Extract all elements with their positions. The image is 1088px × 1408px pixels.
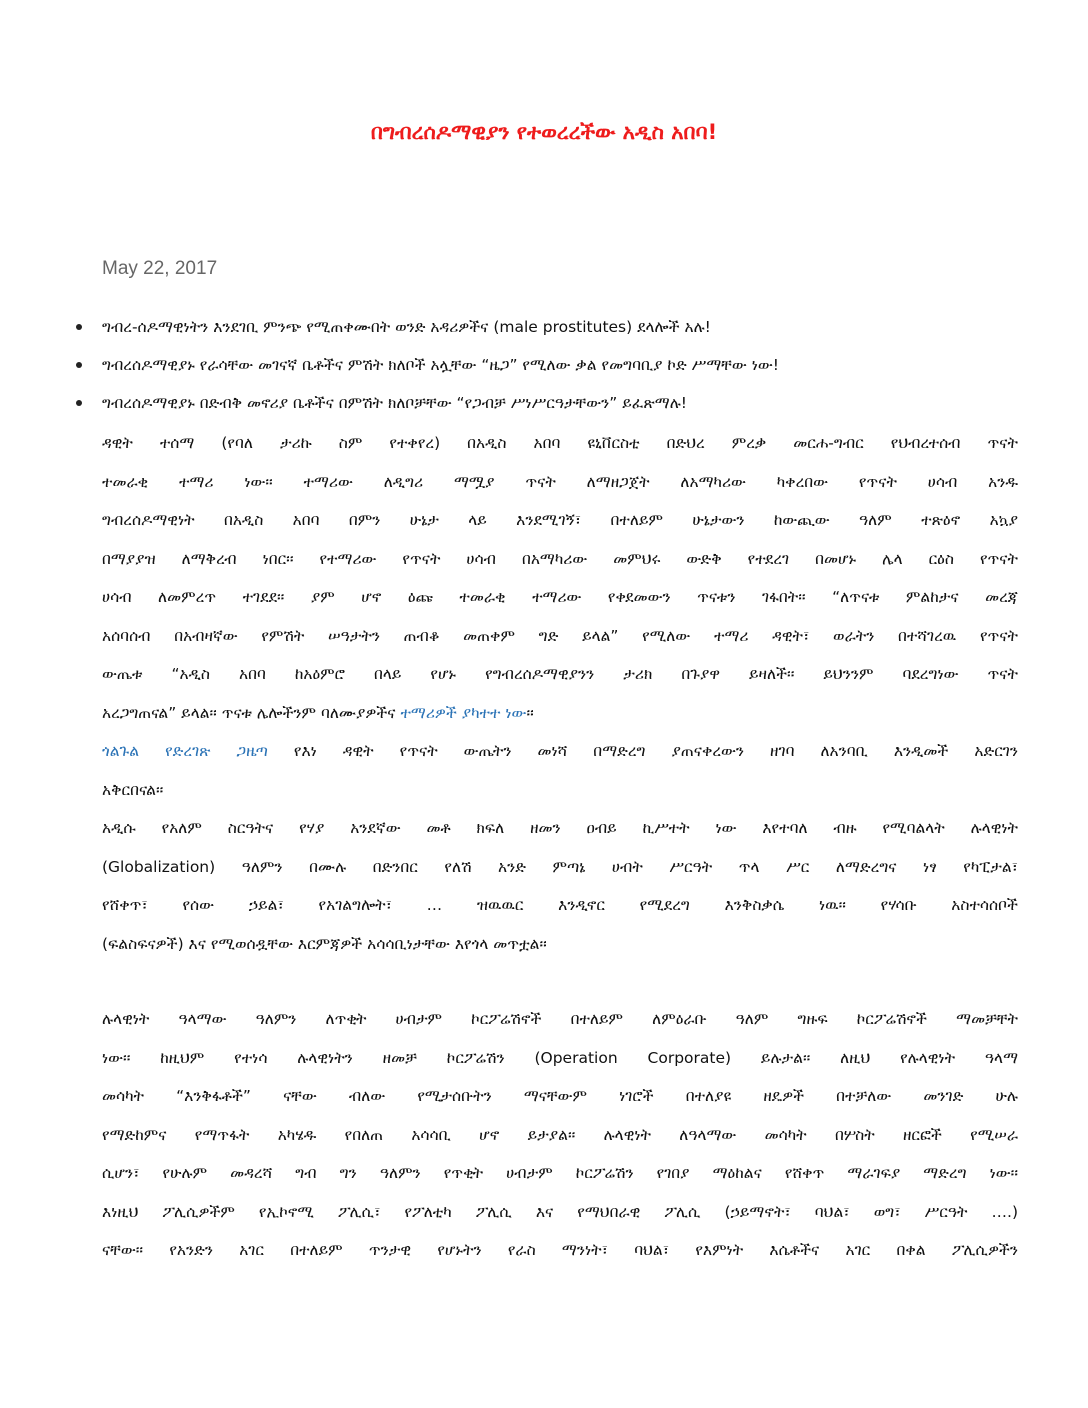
bullet-list — [74, 308, 1034, 422]
paragraph-text: የእነ ዳዊት የጥናት ውጤትን መነሻ በማድረግ ያጠናቀረውን ዘገባ ለአንባቢ እንዲመች አድርገን — [267, 742, 1018, 760]
golgul-newspaper-link[interactable]: ጎልጉል የድረገጽ ጋዜጣ — [102, 742, 268, 760]
paragraph-line: ናቸው፡፡ የአንድን አገር በተለይም ጥንታዊ የሆኑትን የራስ ማንነት፣ ባህል፣ የእምነት እሴቶችና አገር በቀል ፖሊሲዎችን — [102, 1241, 1018, 1259]
paragraph-line: ግብረሰዶማዊነት በአዲስ አበባ በምን ሁኔታ ላይ እንደሚገኝ፣ በተለይም ሁኔታውን ከውጪው ዓለም ተጽዕኖ አኳያ — [102, 511, 1018, 529]
bullet-item — [74, 384, 1034, 422]
paragraph-line: ተመራቂ ተማሪ ነው፡፡ ተማሪው ለዲግሪ ማሟያ ጥናት ለማዘጋጀት ለአማካሪው ካቀረበው የጥናት ሀሳብ አንዱ — [102, 472, 1018, 491]
paragraph-line: (Globalization) ዓለምን በሙሉ በድንበር የለሽ አንድ ምጣኔ ሀብት ሥርዓት ጥላ ሥር ለማድረግና ነፃ የካፒታል፣ — [102, 857, 1018, 876]
paragraph-1 — [102, 424, 1018, 732]
paragraph-line: አሰባሰብ በአብዛኛው የምሽት ሠዓታትን ጠብቆ መጠቀም ግድ ይላል” የሚለው ተማሪ ዳዊት፣ ወራትን በተሻገረዉ የጥናት — [102, 626, 1018, 645]
paragraph-line: ዳዊት ተሰማ (የባለ ታሪኩ ስም የተቀየረ) በአዲስ አበባ ዩኒቨርስቲ በድህረ ምረቃ መርሐ-ግብር የህብረተሰብ ጥናት — [102, 434, 1018, 452]
bullet-dot-icon — [76, 324, 82, 330]
paragraph-line: እነዚህ ፖሊሲዎችም የኢኮኖሚ ፖሊሲ፣ የፖለቲካ ፖሊሲ እና የማህበራዊ ፖሊሲ (ኃይማኖት፣ ባህል፣ ወግ፣ ሥርዓት ….) — [102, 1202, 1018, 1221]
article-date: May 22, 2017 — [102, 258, 218, 279]
bullet-item — [74, 308, 1034, 346]
students-link[interactable]: ተማሪዎች ያካተተ ነው — [400, 703, 527, 722]
paragraph-line: ሲሆን፣ የሁሉም መዳረሻ ግብ ግን ዓለምን የጥቂት ሀብታም ኮርፖሬሽን የገበያ ማዕከልና የሸቀጥ ማራገፍያ ማድረግ ነው፡፡ — [102, 1164, 1018, 1182]
paragraph-line: አቅርበናል፡፡ — [102, 780, 164, 799]
paragraph-3 — [102, 809, 1018, 963]
paragraph-4 — [102, 1000, 1018, 1270]
paragraph-line: ሉላዊነት ዓላማው ዓለምን ለጥቂት ሀብታም ኮርፖሬሽኖች በተለይም ለምዕራቡ ዓለም ግዙፍ ኮርፖሬሽኖች ማመቻቸት — [102, 1010, 1018, 1028]
bullet-text: ግብረ-ሰዶማዊነትን እንደገቢ ምንጭ የሚጠቀሙበት ወንድ አዳሪዎችና (male prostitutes) ደላሎች አሉ! — [102, 318, 711, 336]
article-title: በግብረሰዶማዊያን የተወረረችው አዲስ አበባ! — [370, 120, 718, 144]
paragraph-line — [102, 694, 1018, 733]
paragraph-line: በማያያዝ ለማቅረብ ነበር፡፡ የተማሪው የጥናት ሀሳብ በአማካሪው መምህሩ ውድቅ የተደረገ በመሆኑ ሌላ ርዕስ የጥናት — [102, 549, 1018, 568]
paragraph-line: ሀሳብ ለመምረጥ ተገደደ፡፡ ያም ሆኖ ዕጩ ተመራቂ ተማሪው የቀደመውን ጥናቱን ገፋበት፡፡ “ለጥናቱ ምልከታና መረጃ — [102, 588, 1018, 606]
paragraph-line: መሳካት “እንቅፋቶች” ናቸው ብለው የሚታሰቡትን ማናቸውም ነገሮች በተለያዩ ዘዴዎች በተቻለው መንገድ ሁሉ — [102, 1087, 1018, 1105]
paragraph-line: የሸቀጥ፣ የሰው ኃይል፣ የአገልግሎት፣ … ዝዉዉር እንዲኖር የሚደረግ እንቅስቃሴ ነዉ፡፡ የሃሳቡ አስተሳሰቦች — [102, 896, 1018, 914]
paragraph-line: ነው፡፡ ከዚህም የተነሳ ሉላዊነትን ዘመቻ ኮርፖሬሽን (Operation Corporate) ይሉታል፡፡ ለዚህ የሉላዊነት ዓላማ — [102, 1048, 1018, 1067]
paragraph-line — [102, 732, 1018, 771]
paragraph-line: አዲሱ የአለም ስርዓትና የሃያ አንደኛው መቶ ክፍለ ዘመን ዐብይ ኪሥተት ነው እየተባለ ብዙ የሚባልላት ሉላዊነት — [102, 819, 1018, 837]
paragraph-line: የማድከምና የማጥፋት አካሄዱ የበለጠ አሳሳቢ ሆኖ ይታያል፡፡ ሉላዊነት ለዓላማው መሳካት በሦስት ዘርፎች የሚሠራ — [102, 1125, 1018, 1144]
paragraph-text: ፡፡ — [526, 703, 534, 722]
bullet-text: ግብረሰዶማዊያኑ የራሳቸው መገናኛ ቤቶችና ምሽት ክለቦች አሏቸው “ዜጋ” የሚለው ቃል የመግባቢያ ኮድ ሥማቸው ነው! — [102, 356, 779, 374]
bullet-dot-icon — [76, 362, 82, 368]
paragraph-text: አረጋግጠናል” ይላል፡፡ ጥናቱ ሌሎችንም ባለሙያዎችና — [102, 703, 396, 722]
paragraph-line: ውጤቱ “አዲስ አበባ ከአዕምሮ በላይ የሆኑ የግብረሰዶማዊያንን ታሪክ በጉያዋ ይዛለች፡፡ ይህንንም ባደረግነው ጥናት — [102, 665, 1018, 683]
bullet-text: ግብረሰዶማዊያኑ በድብቅ መኖሪያ ቤቶችና በምሽት ክለቦቻቸው “የጋብቻ ሥነሥርዓታቸውን” ይፈጽማሉ! — [102, 394, 687, 412]
bullet-item — [74, 346, 1034, 384]
paragraph-2 — [102, 732, 1018, 809]
bullet-dot-icon — [76, 400, 82, 406]
paragraph-line: (ፍልስፍናዎች) እና የሚወሰዷቸው እርምጃዎች አሳሳቢነታቸው እየጎላ መጥቷል፡፡ — [102, 934, 547, 953]
